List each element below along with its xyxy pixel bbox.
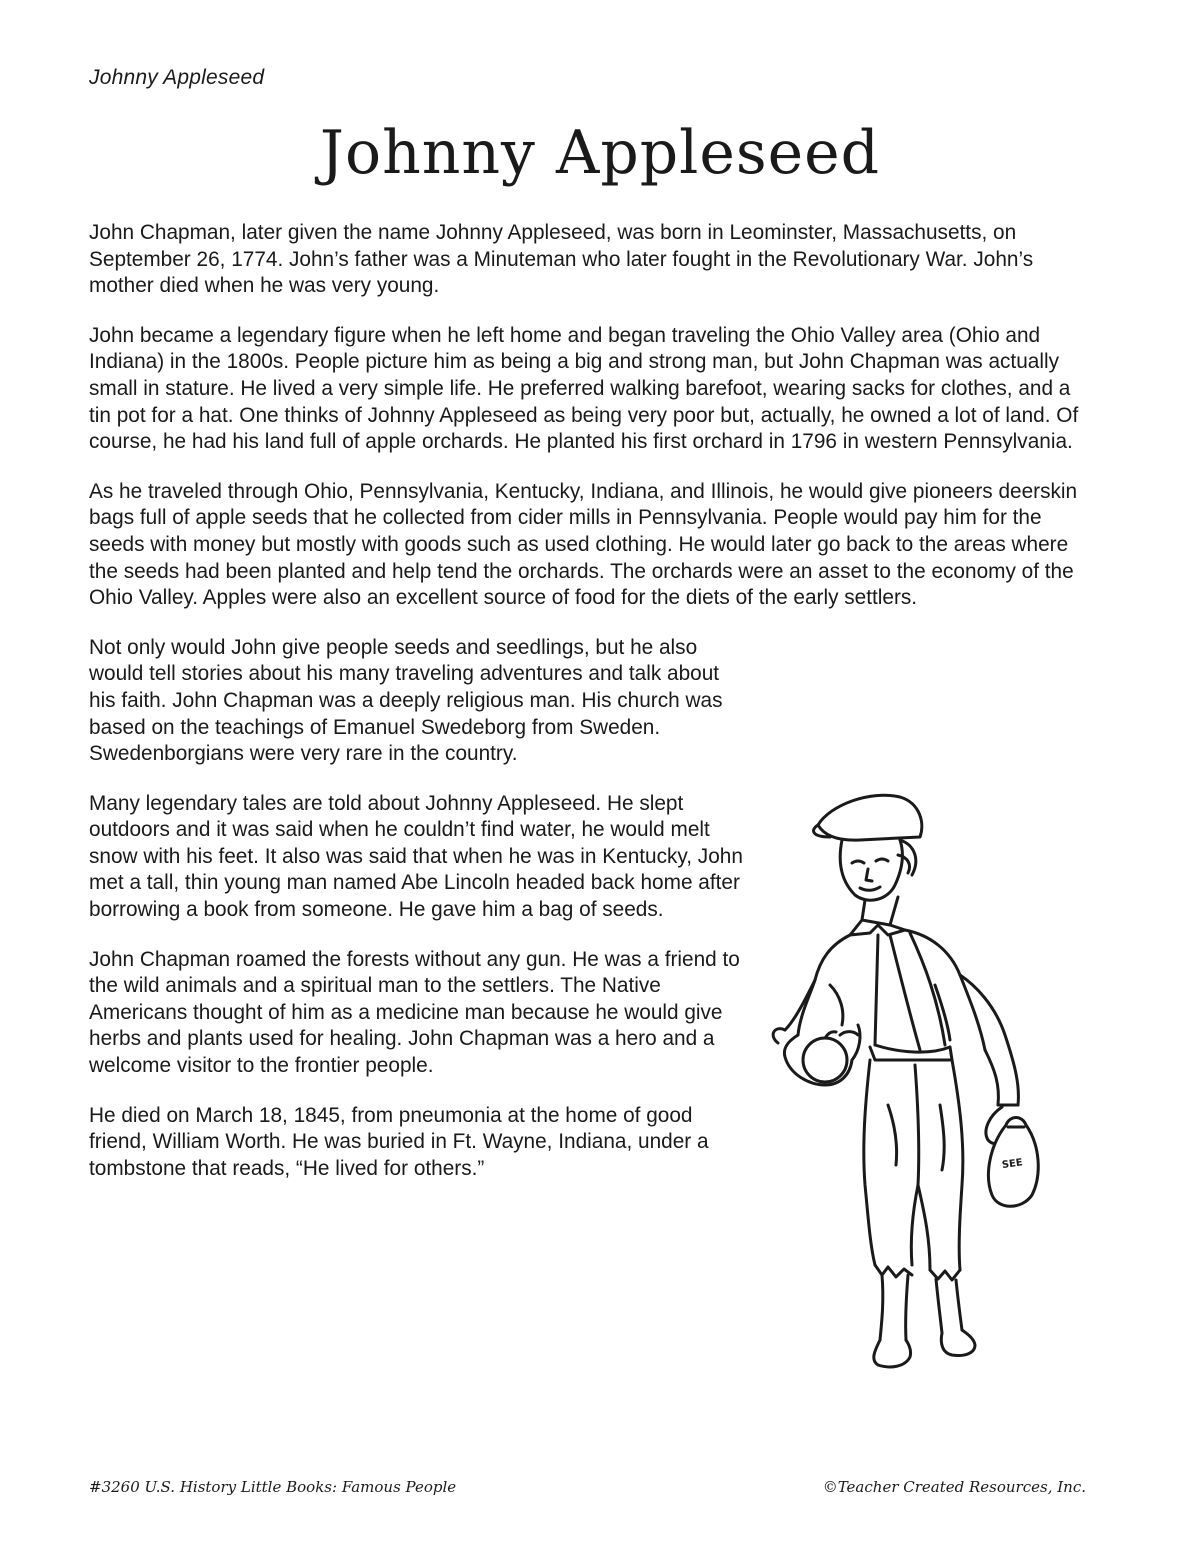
paragraph-tales: Many legendary tales are told about Johnny Appleseed. He slept outdoors and it was said when he couldn’t find water, he would melt snow with his feet. It also was said that when he was in Kentucky, John met a tall, thin young man named Abe Lincoln headed back home after borrowing a book from someone. He gave him a bag of seeds.: [89, 791, 743, 922]
running-header: Johnny Appleseed: [89, 66, 265, 89]
footer-book-title: #3260 U.S. History Little Books: Famous People: [89, 1478, 457, 1496]
footer-copyright: ©Teacher Created Resources, Inc.: [822, 1478, 1086, 1496]
seed-bag-label: SEE: [1001, 1157, 1024, 1172]
johnny-appleseed-figure-icon: [770, 785, 1070, 1375]
paragraph-travels: As he traveled through Ohio, Pennsylvania, Kentucky, Indiana, and Illinois, he would give pioneers deerskin bags full of apple seeds that he collected from cider mills in Pennsylvania. People would pay him for the seeds with money but mostly with goods such as used clothing. He would later go back to the areas where the seeds had been planted and help tend the orchards. The orchards were an asset to the economy of the Ohio Valley. Apples were also an excellent source of food for the diets of the early settlers.: [89, 479, 1078, 610]
paragraph-faith: [89, 635, 1079, 768]
paragraph-birth: John Chapman, later given the name Johnny Appleseed, was born in Leominster, Massachusetts, on September 26, 1774. John’s father was a Minuteman who later fought in the Revolutionary War. John’s mother died when he was very young.: [89, 221, 1034, 298]
paragraph-death: He died on March 18, 1845, from pneumonia at the home of good friend, William Worth. He was buried in Ft. Wayne, Indiana, under a tombstone that reads, “He lived for others.”: [89, 1103, 709, 1180]
paragraph-legend: John became a legendary figure when he left home and began traveling the Ohio Valley area (Ohio and Indiana) in the 1800s. People picture him as being a big and strong man, but John Chapman was actually small in stature. He lived a very simple life. He preferred walking barefoot, wearing sacks for clothes, and a tin pot for a hat. One thinks of Johnny Appleseed as being very poor but, actually, he owned a lot of land. Of course, he had his land full of apple orchards. He planted his first orchard in 1796 in western Pennsylvania.: [89, 323, 1079, 454]
paragraph-faith-text: Not only would John give people seeds and seedlings, but he also would tell stories about his many traveling adventures and talk about his faith. John Chapman was a deeply religious man. His church was based on the teachings of Emanuel Swedeborg from Sweden. Swedenborgians were very rare in the country.: [89, 635, 723, 766]
paragraph-friend: John Chapman roamed the forests without any gun. He was a friend to the wild animals and a spiritual man to the settlers. The Native Americans thought of him as a medicine man because he would give herbs and plants used for healing. John Chapman was a hero and a welcome visitor to the frontier people.: [89, 947, 740, 1078]
page-title: Johnny Appleseed: [319, 118, 881, 188]
